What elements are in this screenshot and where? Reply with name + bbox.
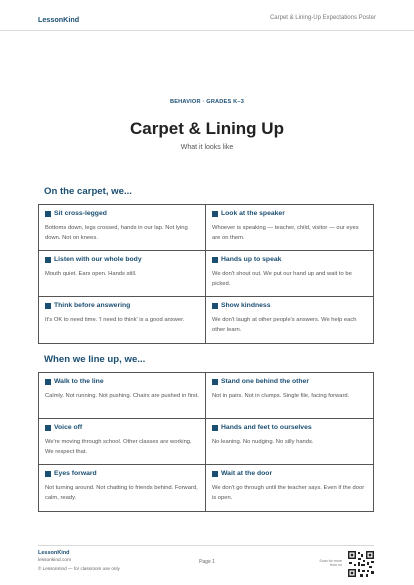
square-bullet-icon — [45, 303, 51, 309]
expectation-text: Whoever is speaking — teacher, child, visitor — our eyes are on them. — [212, 225, 359, 241]
expectation-card — [206, 373, 373, 419]
expectation-text: Bottoms down, legs crossed, hands in our lap. Not lying down. Not on knees. — [45, 225, 188, 241]
expectation-card — [39, 373, 206, 419]
expectation-title: Hands up to speak — [221, 256, 282, 263]
square-bullet-icon — [212, 257, 218, 263]
expectation-text: We don't laugh at other people's answers. We help each other learn. — [212, 317, 357, 333]
expectation-card — [206, 465, 373, 511]
expectation-text: No leaning. No nudging. No silly hands. — [212, 439, 314, 445]
square-bullet-icon — [212, 211, 218, 217]
expectation-text: Mouth quiet. Ears open. Hands still. — [45, 271, 137, 277]
footer-copyright: © LessonKind — for classroom use only — [38, 566, 120, 571]
line-up-expectations-grid — [38, 372, 374, 512]
square-bullet-icon — [45, 257, 51, 263]
square-bullet-icon — [45, 425, 51, 431]
expectation-text: We're moving through school. Other classes are working. We respect that. — [45, 439, 192, 455]
expectation-title: Walk to the line — [54, 378, 104, 385]
footer-brand: LessonKind — [38, 550, 70, 556]
poster-subtitle: What it looks like — [180, 144, 234, 151]
expectation-title: Show kindness — [221, 302, 271, 309]
qr-caption: Scan for more from us — [319, 559, 342, 568]
expectation-card — [206, 205, 373, 251]
poster-title: Carpet & Lining Up — [130, 119, 284, 138]
square-bullet-icon — [212, 379, 218, 385]
expectation-card — [39, 419, 206, 465]
page-number: Page 1 — [199, 559, 215, 565]
expectation-card — [39, 205, 206, 251]
square-bullet-icon — [45, 471, 51, 477]
expectation-title: Look at the speaker — [221, 210, 285, 217]
poster-eyebrow: BEHAVIOR · GRADES K–3 — [169, 99, 245, 105]
expectation-title: Think before answering — [54, 302, 131, 309]
expectation-card — [39, 251, 206, 297]
section-heading-carpet: On the carpet, we... — [44, 186, 132, 197]
expectation-text: We don't go through until the teacher says. Even if the door is open. — [212, 485, 365, 501]
expectation-title: Stand one behind the other — [221, 378, 309, 385]
expectation-text: Calmly. Not running. Not pushing. Chairs are pushed in first. — [45, 393, 199, 399]
expectation-card — [206, 419, 373, 465]
square-bullet-icon — [45, 379, 51, 385]
square-bullet-icon — [45, 211, 51, 217]
expectation-title: Voice off — [54, 424, 83, 431]
square-bullet-icon — [212, 303, 218, 309]
square-bullet-icon — [212, 425, 218, 431]
expectation-title: Wait at the door — [221, 470, 273, 477]
expectation-card — [39, 297, 206, 343]
footer-url[interactable]: lessonkind.com — [38, 558, 72, 563]
expectation-text: We don't shout out. We put our hand up and wait to be picked. — [212, 271, 352, 287]
expectation-title: Listen with our whole body — [54, 256, 142, 263]
expectation-title: Hands and feet to ourselves — [221, 424, 312, 431]
expectation-title: Eyes forward — [54, 470, 97, 477]
expectation-text: Not turning around. Not chatting to friends behind. Forward, calm, ready. — [45, 485, 198, 501]
expectation-text: It's OK to need time. 'I need to think' is a good answer. — [45, 317, 185, 323]
expectation-text: Not in pairs. Not in clumps. Single file, facing forward. — [212, 393, 350, 399]
top-bar — [0, 0, 414, 31]
brand-name: LessonKind — [38, 15, 80, 24]
document-title: Carpet & Lining-Up Expectations Poster — [269, 15, 376, 21]
section-heading-line-up: When we line up, we... — [44, 354, 146, 365]
expectation-card — [206, 297, 373, 343]
footer-divider — [38, 545, 374, 546]
expectation-card — [206, 251, 373, 297]
expectation-card — [39, 465, 206, 511]
square-bullet-icon — [212, 471, 218, 477]
carpet-expectations-grid — [38, 204, 374, 344]
qr-code-icon[interactable] — [347, 550, 375, 578]
expectation-title: Sit cross-legged — [54, 210, 107, 217]
